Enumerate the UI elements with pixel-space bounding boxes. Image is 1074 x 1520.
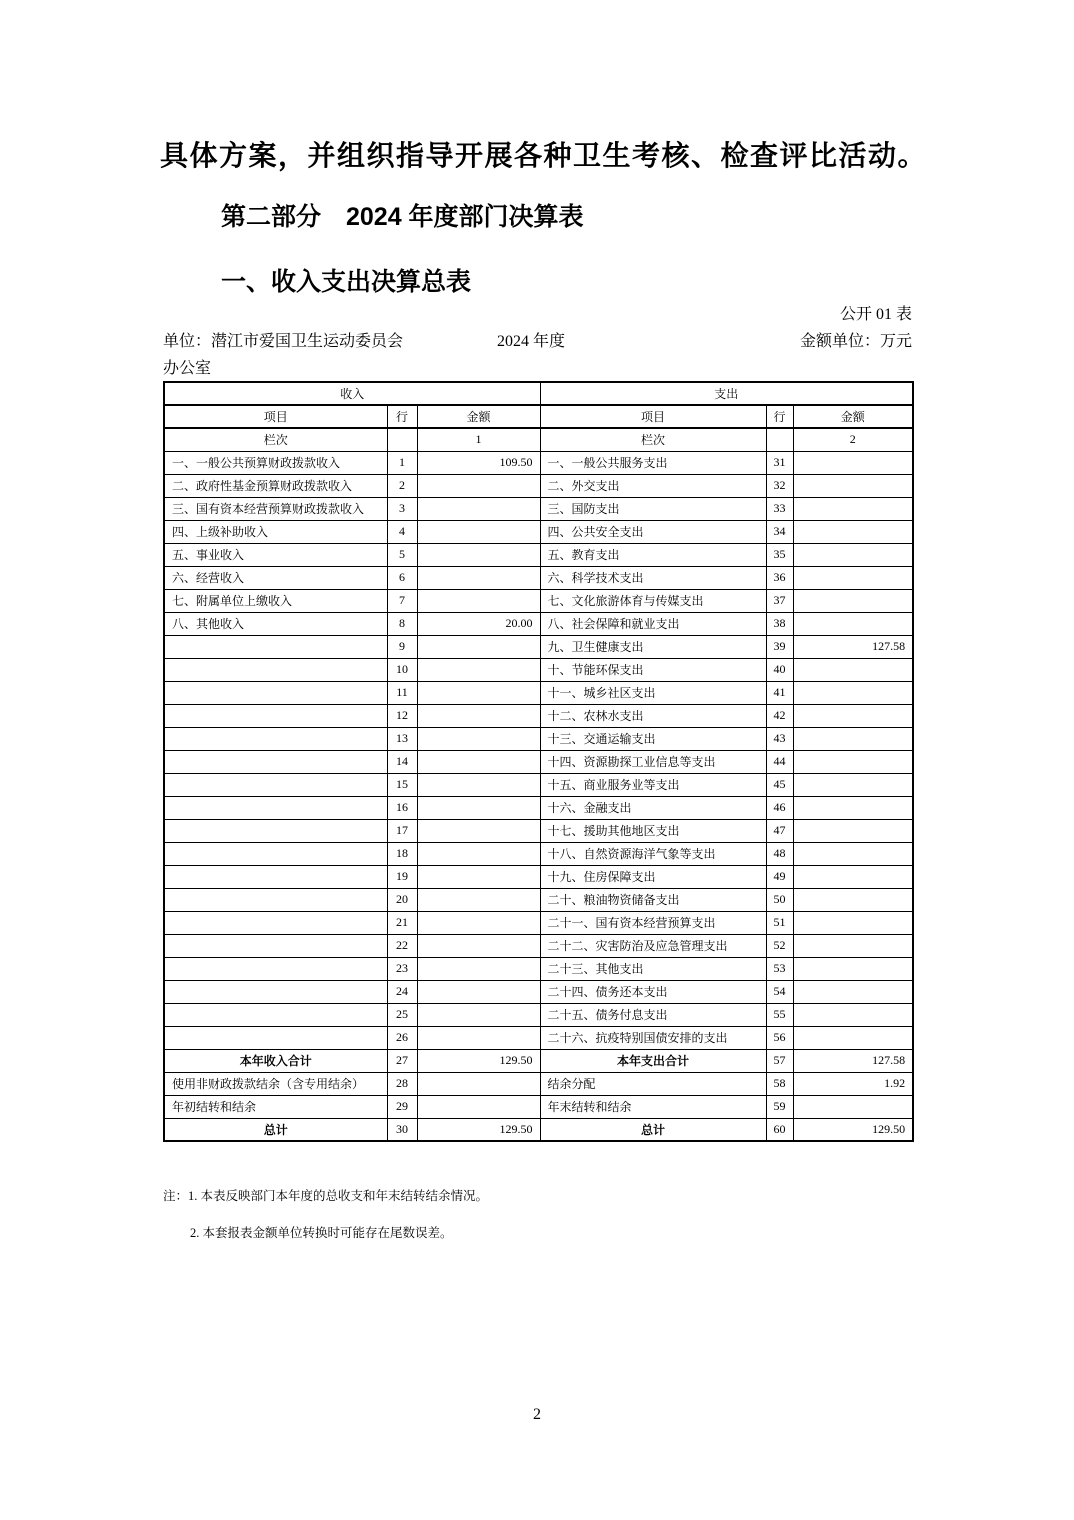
expense-row-cell: 55 (766, 1003, 793, 1026)
income-row-cell: 8 (387, 612, 417, 635)
income-row-cell: 13 (387, 727, 417, 750)
expense-item-cell: 二十二、灾害防治及应急管理支出 (540, 934, 766, 957)
expense-amount-cell: 127.58 (793, 635, 913, 658)
income-row-cell: 30 (387, 1118, 417, 1141)
expense-item-cell: 十五、商业服务业等支出 (540, 773, 766, 796)
expense-amount-cell (793, 796, 913, 819)
table-row (164, 1095, 913, 1118)
expense-item-cell: 总计 (540, 1118, 766, 1141)
income-item-cell: 三、国有资本经营预算财政拨款收入 (164, 497, 387, 520)
income-amount-cell (417, 566, 540, 589)
expense-row-cell: 31 (766, 451, 793, 474)
income-item-cell: 使用非财政拨款结余（含专用结余） (164, 1072, 387, 1095)
table-column-header-row (164, 405, 913, 428)
expense-row-cell: 57 (766, 1049, 793, 1072)
table-row (164, 451, 913, 474)
expense-row-cell: 37 (766, 589, 793, 612)
income-row-cell: 12 (387, 704, 417, 727)
expense-item-cell: 十七、援助其他地区支出 (540, 819, 766, 842)
income-item-cell: 六、经营收入 (164, 566, 387, 589)
expense-item-cell: 七、文化旅游体育与传媒支出 (540, 589, 766, 612)
expense-row-cell: 45 (766, 773, 793, 796)
expense-amount-cell (793, 589, 913, 612)
table-row (164, 773, 913, 796)
expense-row-cell: 49 (766, 865, 793, 888)
income-amount-cell (417, 543, 540, 566)
income-item-cell (164, 1003, 387, 1026)
fiscal-year-label: 2024 年度 (497, 333, 566, 350)
table-row (164, 566, 913, 589)
income-row-cell: 20 (387, 888, 417, 911)
expense-amount-cell (793, 474, 913, 497)
income-item-header: 项目 (164, 405, 387, 428)
expense-item-cell: 十一、城乡社区支出 (540, 681, 766, 704)
income-item-cell (164, 865, 387, 888)
income-row-cell: 21 (387, 911, 417, 934)
income-amount-cell: 20.00 (417, 612, 540, 635)
income-row-cell: 11 (387, 681, 417, 704)
expense-item-cell: 十八、自然资源海洋气象等支出 (540, 842, 766, 865)
public-table-tag: 公开 01 表 (839, 306, 912, 323)
expense-item-cell: 一、一般公共服务支出 (540, 451, 766, 474)
income-amount-cell (417, 773, 540, 796)
expense-amount-cell (793, 865, 913, 888)
expense-row-cell: 52 (766, 934, 793, 957)
expense-item-cell: 二十四、债务还本支出 (540, 980, 766, 1003)
income-amount-header: 金额 (417, 405, 540, 428)
expense-section-header: 支出 (540, 382, 913, 405)
expense-row-no-blank (766, 428, 793, 451)
expense-row-cell: 56 (766, 1026, 793, 1049)
expense-item-cell: 十二、农林水支出 (540, 704, 766, 727)
income-amount-cell (417, 842, 540, 865)
expense-item-cell: 三、国防支出 (540, 497, 766, 520)
expense-row-cell: 58 (766, 1072, 793, 1095)
expense-row-cell: 40 (766, 658, 793, 681)
income-amount-cell (417, 1026, 540, 1049)
expense-amount-cell: 127.58 (793, 1049, 913, 1072)
income-row-cell: 15 (387, 773, 417, 796)
budget-table-body (164, 382, 913, 1141)
income-item-cell (164, 750, 387, 773)
income-amount-cell (417, 1003, 540, 1026)
table-row (164, 934, 913, 957)
expense-row-cell: 36 (766, 566, 793, 589)
expense-item-cell: 二十三、其他支出 (540, 957, 766, 980)
table-row (164, 1049, 913, 1072)
income-item-cell (164, 796, 387, 819)
expense-row-cell: 38 (766, 612, 793, 635)
expense-row-cell: 44 (766, 750, 793, 773)
income-row-cell: 16 (387, 796, 417, 819)
table-row (164, 750, 913, 773)
amount-unit-label: 金额单位：万元 (799, 333, 912, 350)
income-amount-cell (417, 681, 540, 704)
table-row (164, 1118, 913, 1141)
income-row-cell: 18 (387, 842, 417, 865)
income-row-cell: 23 (387, 957, 417, 980)
income-row-cell: 3 (387, 497, 417, 520)
table-row (164, 474, 913, 497)
expense-amount-cell (793, 888, 913, 911)
table-row (164, 980, 913, 1003)
expense-amount-cell (793, 658, 913, 681)
income-row-cell: 17 (387, 819, 417, 842)
expense-amount-cell (793, 911, 913, 934)
expense-row-cell: 42 (766, 704, 793, 727)
table-row (164, 842, 913, 865)
table-row (164, 796, 913, 819)
income-amount-cell (417, 658, 540, 681)
expense-amount-cell (793, 520, 913, 543)
income-row-cell: 6 (387, 566, 417, 589)
income-item-cell: 本年收入合计 (164, 1049, 387, 1072)
table-row (164, 497, 913, 520)
table-row (164, 1026, 913, 1049)
expense-item-cell: 十九、住房保障支出 (540, 865, 766, 888)
table-row (164, 911, 913, 934)
budget-table (163, 381, 914, 1142)
income-row-cell: 25 (387, 1003, 417, 1026)
expense-amount-cell (793, 681, 913, 704)
expense-amount-cell (793, 1026, 913, 1049)
expense-amount-cell (793, 704, 913, 727)
income-item-cell (164, 704, 387, 727)
income-row-no-blank (387, 428, 417, 451)
income-row-cell: 2 (387, 474, 417, 497)
income-amount-cell (417, 888, 540, 911)
income-amount-cell (417, 934, 540, 957)
income-item-cell (164, 819, 387, 842)
expense-item-cell: 二十一、国有资本经营预算支出 (540, 911, 766, 934)
income-amount-cell (417, 1072, 540, 1095)
expense-amount-cell: 129.50 (793, 1118, 913, 1141)
expense-item-cell: 二十六、抗疫特别国债安排的支出 (540, 1026, 766, 1049)
expense-row-cell: 35 (766, 543, 793, 566)
expense-amount-cell (793, 934, 913, 957)
income-amount-cell (417, 819, 540, 842)
income-row-cell: 28 (387, 1072, 417, 1095)
expense-item-cell: 四、公共安全支出 (540, 520, 766, 543)
expense-row-cell: 33 (766, 497, 793, 520)
expense-row-cell: 41 (766, 681, 793, 704)
expense-amount-cell (793, 727, 913, 750)
expense-amount-cell (793, 957, 913, 980)
expense-amount-cell (793, 842, 913, 865)
note-2: 2. 本套报表金额单位转换时可能存在尾数误差。 (190, 1226, 453, 1240)
income-item-cell: 二、政府性基金预算财政拨款收入 (164, 474, 387, 497)
unit-name-line1: 单位：潜江市爱国卫生运动委员会 (163, 333, 404, 350)
table-row (164, 888, 913, 911)
income-row-cell: 26 (387, 1026, 417, 1049)
expense-amount-cell (793, 451, 913, 474)
income-item-cell (164, 658, 387, 681)
expense-amount-cell (793, 1095, 913, 1118)
income-row-cell: 7 (387, 589, 417, 612)
unit-name-line2: 办公室 (163, 360, 212, 377)
income-row-cell: 1 (387, 451, 417, 474)
income-item-cell: 五、事业收入 (164, 543, 387, 566)
expense-item-cell: 六、科学技术支出 (540, 566, 766, 589)
income-item-cell (164, 727, 387, 750)
income-row-cell: 24 (387, 980, 417, 1003)
income-row-cell: 10 (387, 658, 417, 681)
expense-item-header: 项目 (540, 405, 766, 428)
income-item-cell (164, 934, 387, 957)
expense-row-cell: 39 (766, 635, 793, 658)
income-amount-cell (417, 796, 540, 819)
table-row (164, 1003, 913, 1026)
expense-item-cell: 结余分配 (540, 1072, 766, 1095)
expense-item-cell: 二十五、债务付息支出 (540, 1003, 766, 1026)
expense-row-cell: 54 (766, 980, 793, 1003)
income-row-cell: 5 (387, 543, 417, 566)
expense-amount-cell (793, 1003, 913, 1026)
expense-item-cell: 五、教育支出 (540, 543, 766, 566)
expense-item-cell: 十六、金融支出 (540, 796, 766, 819)
table-row (164, 681, 913, 704)
income-amount-cell: 129.50 (417, 1118, 540, 1141)
income-item-cell (164, 980, 387, 1003)
expense-amount-cell (793, 497, 913, 520)
income-amount-cell: 109.50 (417, 451, 540, 474)
income-amount-cell (417, 520, 540, 543)
income-row-no-header: 行 (387, 405, 417, 428)
expense-amount-cell (793, 566, 913, 589)
income-column-index: 1 (417, 428, 540, 451)
expense-row-cell: 47 (766, 819, 793, 842)
table-column-index-row (164, 428, 913, 451)
expense-amount-cell (793, 750, 913, 773)
income-item-cell (164, 635, 387, 658)
expense-row-cell: 60 (766, 1118, 793, 1141)
table-heading: 一、收入支出决算总表 (221, 268, 472, 296)
section-heading: 第二部分 2024 年度部门决算表 (221, 203, 584, 231)
expense-column-index: 2 (793, 428, 913, 451)
income-amount-cell (417, 957, 540, 980)
income-amount-cell (417, 911, 540, 934)
income-row-cell: 29 (387, 1095, 417, 1118)
expense-item-cell: 年末结转和结余 (540, 1095, 766, 1118)
income-amount-cell (417, 727, 540, 750)
table-row (164, 612, 913, 635)
expense-item-cell: 二、外交支出 (540, 474, 766, 497)
expense-item-cell: 十三、交通运输支出 (540, 727, 766, 750)
income-amount-cell (417, 865, 540, 888)
table-row (164, 658, 913, 681)
income-row-cell: 22 (387, 934, 417, 957)
expense-row-cell: 53 (766, 957, 793, 980)
expense-amount-cell (793, 612, 913, 635)
expense-item-cell: 本年支出合计 (540, 1049, 766, 1072)
income-item-cell: 年初结转和结余 (164, 1095, 387, 1118)
income-row-cell: 14 (387, 750, 417, 773)
table-row (164, 1072, 913, 1095)
income-amount-cell (417, 704, 540, 727)
income-item-cell (164, 842, 387, 865)
page-number: 2 (533, 1406, 541, 1423)
table-row (164, 635, 913, 658)
expense-item-cell: 八、社会保障和就业支出 (540, 612, 766, 635)
note-1: 注：1. 本表反映部门本年度的总收支和年末结转结余情况。 (163, 1189, 489, 1203)
expense-column-index-label: 栏次 (540, 428, 766, 451)
table-row (164, 520, 913, 543)
expense-row-no-header: 行 (766, 405, 793, 428)
table-row (164, 819, 913, 842)
expense-amount-cell (793, 773, 913, 796)
table-row (164, 957, 913, 980)
expense-amount-cell (793, 980, 913, 1003)
expense-amount-cell (793, 819, 913, 842)
expense-item-cell: 九、卫生健康支出 (540, 635, 766, 658)
expense-item-cell: 十四、资源勘探工业信息等支出 (540, 750, 766, 773)
income-item-cell: 四、上级补助收入 (164, 520, 387, 543)
income-item-cell (164, 773, 387, 796)
income-row-cell: 9 (387, 635, 417, 658)
expense-amount-cell (793, 543, 913, 566)
income-row-cell: 4 (387, 520, 417, 543)
income-amount-cell (417, 1095, 540, 1118)
income-item-cell (164, 681, 387, 704)
income-amount-cell (417, 635, 540, 658)
expense-row-cell: 51 (766, 911, 793, 934)
table-row (164, 543, 913, 566)
table-row (164, 704, 913, 727)
income-row-cell: 19 (387, 865, 417, 888)
income-item-cell: 总计 (164, 1118, 387, 1141)
income-amount-cell (417, 589, 540, 612)
paragraph-text: 具体方案，并组织指导开展各种卫生考核、检查评比活动。 (160, 141, 928, 172)
income-section-header: 收入 (164, 382, 540, 405)
income-amount-cell (417, 980, 540, 1003)
income-row-cell: 27 (387, 1049, 417, 1072)
income-amount-cell (417, 474, 540, 497)
expense-row-cell: 50 (766, 888, 793, 911)
income-item-cell (164, 957, 387, 980)
income-amount-cell (417, 497, 540, 520)
expense-row-cell: 59 (766, 1095, 793, 1118)
table-row (164, 589, 913, 612)
income-item-cell (164, 888, 387, 911)
income-amount-cell: 129.50 (417, 1049, 540, 1072)
expense-row-cell: 32 (766, 474, 793, 497)
expense-amount-header: 金额 (793, 405, 913, 428)
table-row (164, 727, 913, 750)
expense-row-cell: 43 (766, 727, 793, 750)
table-section-header-row (164, 382, 913, 405)
income-item-cell: 一、一般公共预算财政拨款收入 (164, 451, 387, 474)
expense-item-cell: 二十、粮油物资储备支出 (540, 888, 766, 911)
income-amount-cell (417, 750, 540, 773)
expense-row-cell: 48 (766, 842, 793, 865)
income-item-cell (164, 1026, 387, 1049)
expense-amount-cell: 1.92 (793, 1072, 913, 1095)
expense-row-cell: 46 (766, 796, 793, 819)
income-column-index-label: 栏次 (164, 428, 387, 451)
income-item-cell (164, 911, 387, 934)
income-item-cell: 八、其他收入 (164, 612, 387, 635)
table-row (164, 865, 913, 888)
expense-item-cell: 十、节能环保支出 (540, 658, 766, 681)
expense-row-cell: 34 (766, 520, 793, 543)
income-item-cell: 七、附属单位上缴收入 (164, 589, 387, 612)
